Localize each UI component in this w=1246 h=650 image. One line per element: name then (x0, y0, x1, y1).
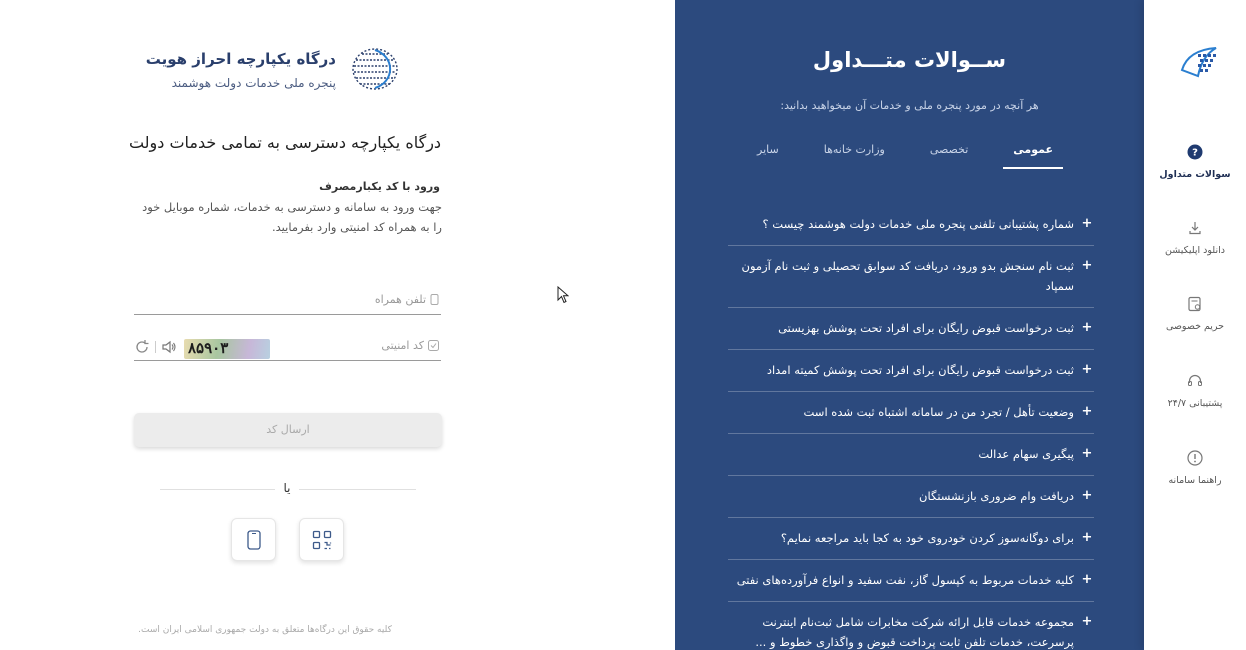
captcha-field[interactable] (134, 335, 441, 361)
speaker-icon[interactable] (161, 339, 177, 355)
expand-plus-icon: + (1081, 488, 1093, 503)
faq-item[interactable] (728, 204, 1094, 246)
sidebar-item-help[interactable] (1136, 449, 1246, 486)
sidebar-item-label: دانلود اپلیکیشن (1165, 245, 1225, 256)
captcha-text: ۸۵۹۰۳ (188, 339, 229, 357)
faq-tabs (755, 137, 1055, 167)
tab-ministries[interactable]: وزارت خانه‌ها (823, 143, 885, 156)
faq-question: پیگیری سهام عدالت (978, 447, 1074, 461)
phone-icon (430, 294, 439, 305)
shield-check-icon (428, 340, 439, 351)
globe-logo-icon (348, 46, 402, 92)
faq-panel (675, 0, 1144, 650)
mobile-login-button[interactable] (231, 518, 276, 561)
expand-plus-icon: + (1081, 258, 1093, 273)
phone-placeholder-text: تلفن همراه (374, 293, 426, 306)
login-title: درگاه یکپارچه دسترسی به تمامی خدمات دولت (128, 133, 442, 152)
tab-general[interactable]: عمومی (1011, 137, 1055, 167)
faq-question: ثبت درخواست قبوض رایگان برای افراد تحت پوشش کمیته امداد (766, 363, 1074, 377)
headset-icon (1186, 372, 1204, 390)
download-icon (1186, 219, 1204, 237)
expand-plus-icon: + (1081, 216, 1093, 231)
otp-description: جهت ورود به سامانه و دسترسی به خدمات، شماره موبایل خود را به همراه کد امنیتی وارد بفرمایید. (142, 200, 442, 234)
faq-item[interactable] (728, 308, 1094, 350)
faq-question: شماره پشتیبانی تلفنی پنجره ملی خدمات دولت هوشمند چیست ؟ (762, 217, 1074, 231)
faq-item[interactable] (728, 350, 1094, 392)
question-icon (1186, 143, 1204, 161)
captcha-placeholder (381, 339, 439, 352)
svg-text:?: ? (1192, 147, 1198, 159)
faq-item[interactable] (728, 560, 1094, 602)
faq-title: ســوالات متـــداول (812, 48, 1007, 72)
divider (155, 341, 156, 353)
faq-question: مجموعه خدمات قابل ارائه شرکت مخابرات شامل ثبت‌نام اینترنت پرسرعت، خدمات تلفن ثابت پرداخت قبوض و واگذاری خطوط و ... (755, 615, 1074, 649)
faq-question: وضعیت تأهل / تجرد من در سامانه اشتباه ثبت شده است (803, 405, 1074, 419)
or-divider-left (160, 489, 275, 490)
otp-label: ورود با کد یکبارمصرف (319, 180, 440, 193)
faq-question: ثبت درخواست قبوض رایگان برای افراد تحت پوشش بهزیستی (778, 321, 1074, 335)
privacy-icon (1186, 295, 1204, 313)
faq-item[interactable] (728, 246, 1094, 308)
faq-item[interactable] (728, 392, 1094, 434)
captcha-image (184, 339, 270, 359)
expand-plus-icon: + (1081, 614, 1093, 629)
faq-item[interactable] (728, 476, 1094, 518)
sidebar-item-download[interactable] (1136, 219, 1246, 256)
expand-plus-icon: + (1081, 446, 1093, 461)
qr-code-icon (312, 530, 332, 550)
expand-plus-icon: + (1081, 530, 1093, 545)
sidebar-item-label: راهنما سامانه (1168, 475, 1222, 486)
faq-item[interactable] (728, 602, 1094, 650)
captcha-placeholder-text: کد امنیتی (381, 339, 424, 352)
or-divider-right (299, 489, 416, 490)
sidebar-item-privacy[interactable] (1136, 295, 1246, 332)
qr-login-button[interactable] (299, 518, 344, 561)
faq-question: برای دوگانه‌سوز کردن خودروی خود به کجا باید مراجعه نمایم؟ (780, 531, 1074, 545)
brand-title: درگاه یکپارچه احراز هویت (145, 50, 336, 68)
faq-question: دریافت وام ضروری بازنشستگان (919, 489, 1074, 503)
faq-question: کلیه خدمات مربوط به کپسول گاز، نفت سفید و انواع فرآورده‌های نفتی (736, 573, 1074, 587)
mouse-cursor-icon (557, 286, 569, 304)
or-text: یا (283, 481, 291, 495)
sidebar (1144, 0, 1246, 650)
expand-plus-icon: + (1081, 320, 1093, 335)
info-icon (1186, 449, 1204, 467)
phone-placeholder (375, 293, 439, 306)
faq-list (728, 204, 1094, 650)
faq-subtitle: هر آنچه در مورد پنجره ملی و خدمات آن میخواهید بدانید: (780, 99, 1039, 112)
phone-input[interactable] (134, 289, 441, 315)
sidebar-item-label: حریم خصوصی (1165, 321, 1225, 332)
brand-subtitle: پنجره ملی خدمات دولت هوشمند (171, 76, 336, 90)
tab-specialized[interactable]: تخصصی (929, 143, 969, 156)
faq-item[interactable] (728, 518, 1094, 560)
app-logo-icon (1178, 42, 1224, 82)
sidebar-item-faq[interactable] (1136, 143, 1246, 180)
tab-other[interactable]: سایر (757, 143, 779, 156)
brand-header (145, 44, 410, 104)
refresh-icon[interactable] (134, 339, 150, 355)
faq-question: ثبت نام سنجش بدو ورود، دریافت کد سوابق تحصیلی و ثبت نام آزمون سمپاد (741, 259, 1074, 293)
sidebar-item-label: سوالات متداول (1159, 169, 1231, 180)
faq-item[interactable] (728, 434, 1094, 476)
expand-plus-icon: + (1081, 404, 1093, 419)
copyright-text: کلیه حقوق این درگاه‌ها متعلق به دولت جمهوری اسلامی ایران است. (138, 625, 392, 635)
sidebar-item-label: پشتیبانی ۲۴/۷ (1167, 398, 1223, 409)
send-code-button[interactable]: ارسال کد (134, 413, 442, 447)
sidebar-item-support[interactable] (1136, 372, 1246, 409)
expand-plus-icon: + (1081, 572, 1093, 587)
expand-plus-icon: + (1081, 362, 1093, 377)
mobile-icon (247, 530, 261, 550)
